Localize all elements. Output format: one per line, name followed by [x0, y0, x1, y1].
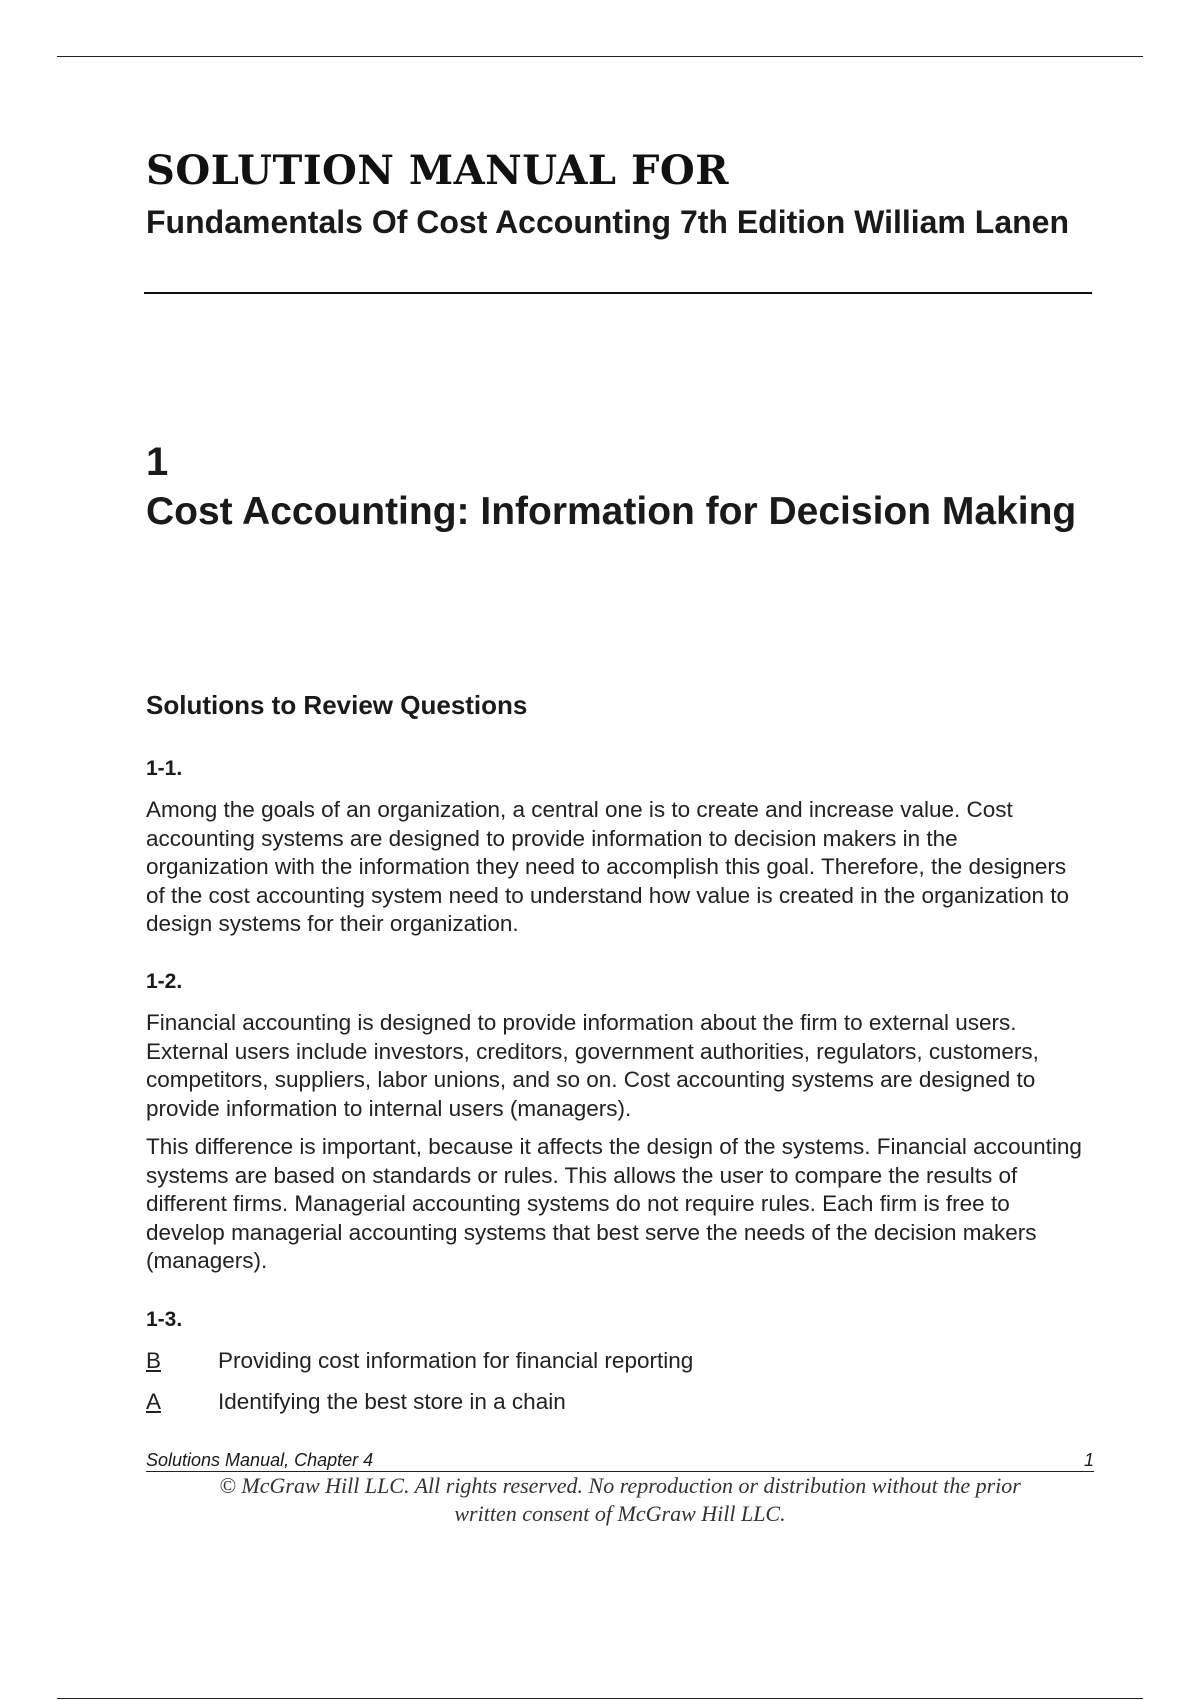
- chapter-number: 1: [146, 440, 169, 484]
- section-heading: Solutions to Review Questions: [146, 690, 528, 720]
- copyright-line: written consent of McGraw Hill LLC.: [454, 1501, 786, 1526]
- answer-text: Providing cost information for financial reporting: [218, 1348, 694, 1373]
- question-number: 1-2.: [146, 970, 183, 993]
- question-1-2: [146, 969, 1086, 1286]
- book-title: Fundamentals Of Cost Accounting 7th Edition William Lanen: [146, 204, 1069, 240]
- page-number: 1: [1083, 1450, 1094, 1470]
- answer-text: Identifying the best store in a chain: [218, 1389, 566, 1414]
- question-1-1: [146, 756, 1086, 949]
- answer-paragraph: This difference is important, because it affects the design of the systems. Financial accounting systems are based on standards or rules. This allows the user to compare the results of different firms. Managerial accounting systems do not require rules. Each firm is free to develop managerial accounting systems that best serve the needs of the decision makers (managers).: [146, 1134, 1082, 1273]
- title-underline: [144, 292, 1092, 294]
- page-footer: [146, 1449, 1094, 1472]
- manual-heading: SOLUTION MANUAL FOR: [146, 147, 729, 194]
- copyright-notice: [146, 1472, 1094, 1528]
- top-rule: [57, 56, 1143, 57]
- answer-letter: B: [146, 1348, 162, 1373]
- answer-paragraph: Among the goals of an organization, a central one is to create and increase value. Cost accounting systems are designed to provide information to decision makers in the organization with the information they need to accomplish this goal. Therefore, the designers of the cost accounting system need to understand how value is created in the organization to design systems for their organization.: [146, 797, 1070, 936]
- answer-paragraph: Financial accounting is designed to provide information about the firm to external users. External users include investors, creditors, government authorities, regulators, customers, competitors, suppliers, labor unions, and so on. Cost accounting systems are designed to provide information to internal users (managers).: [146, 1010, 1039, 1121]
- question-number: 1-3.: [146, 1308, 183, 1331]
- answer-letter: A: [146, 1389, 162, 1414]
- document-header: [146, 148, 1092, 247]
- bottom-rule: [57, 1698, 1143, 1699]
- question-1-3: [146, 1307, 1086, 1429]
- answer-item: [146, 1347, 1086, 1375]
- copyright-line: © McGraw Hill LLC. All rights reserved. No reproduction or distribution without the prior: [219, 1473, 1021, 1498]
- question-number: 1-1.: [146, 757, 183, 780]
- answer-item: [146, 1388, 1086, 1416]
- chapter-header: [146, 437, 1086, 537]
- footer-label: Solutions Manual, Chapter 4: [146, 1450, 374, 1470]
- chapter-title: Cost Accounting: Information for Decision Making: [146, 490, 1077, 533]
